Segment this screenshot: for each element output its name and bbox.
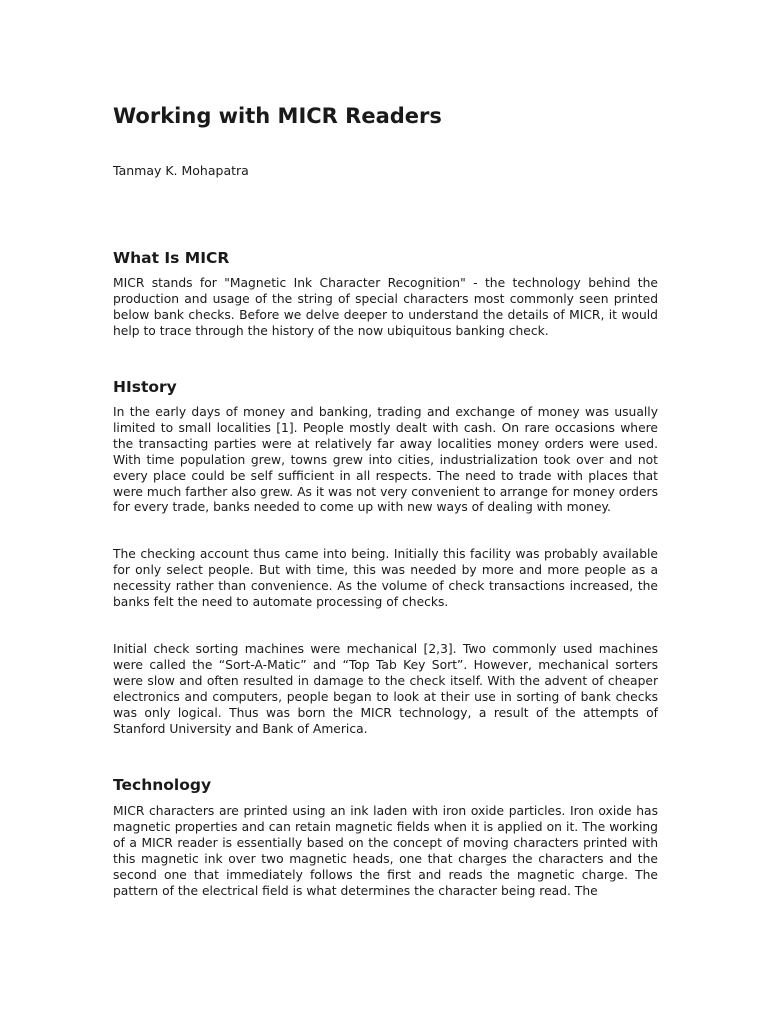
section-heading-technology: Technology [113,776,212,794]
paragraph-history-2: The checking account thus came into being. Initially this facility was probably available for only select people. But with time, this was needed by more and more people as a necessity rather than convenience. As the volume of check transactions increased, the banks felt the need to automate processing of checks. [113,547,658,609]
paragraph-what-is-micr: MICR stands for "Magnetic Ink Character Recognition" - the technology behind the production and usage of the string of special characters most commonly seen printed below bank checks. Before we delve deeper to understand the details of MICR, it would help to trace through the history of the now ubiquitous banking check. [113,276,658,338]
paragraph-history-3: Initial check sorting machines were mechanical [2,3]. Two commonly used machines were called the “Sort-A-Matic” and “Top Tab Key Sort”. However, mechanical sorters were slow and often resulted in damage to the check itself. With the advent of cheaper electronics and computers, people began to look at their use in sorting of bank checks was only logical. Thus was born the MICR technology, a result of the attempts of Stanford University and Bank of America. [113,642,658,736]
section-heading-history: HIstory [113,378,177,396]
paragraph-history-1: In the early days of money and banking, trading and exchange of money was usually limited to small localities [1]. People mostly dealt with cash. On rare occasions where the transacting parties were at relatively far away localities money orders were used. With time population grew, towns grew into cities, industrialization took over and not every place could be self sufficient in all respects. The need to trade with places that were much farther also grew. As it was not very convenient to arrange for money orders for every trade, banks needed to come up with new ways of dealing with money. [113,405,658,515]
document-title: Working with MICR Readers [113,104,442,128]
author-name: Tanmay K. Mohapatra [113,163,249,178]
section-heading-what-is-micr: What Is MICR [113,249,230,267]
paragraph-technology-1: MICR characters are printed using an ink laden with iron oxide particles. Iron oxide has magnetic properties and can retain magnetic fields when it is applied on it. The working of a MICR reader is essentially based on the concept of moving characters printed with this magnetic ink over two magnetic heads, one that charges the characters and the second one that immediately follows the first and reads the magnetic charge. The pattern of the electrical field is what determines the character being read. The [113,804,658,898]
